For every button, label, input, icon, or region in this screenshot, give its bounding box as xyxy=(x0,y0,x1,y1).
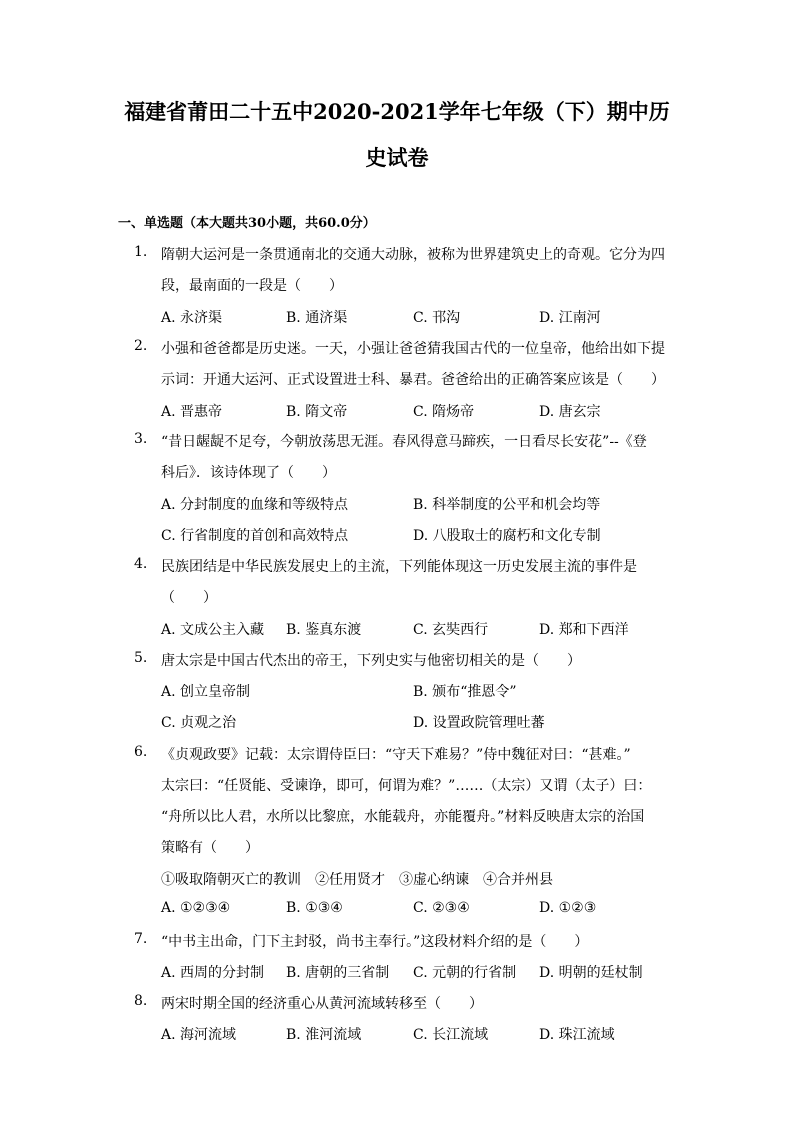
option-a[interactable]: A. ①②③④ xyxy=(161,900,231,916)
page-title-line-1: 福建省莆田二十五中2020-2021学年七年级（下）期中历 xyxy=(124,99,670,124)
option-d[interactable]: D. 唐玄宗 xyxy=(539,404,601,420)
question-text: 示词：开通大运河、正式设置进士科、暴君。爸爸给出的正确答案应该是（ ） xyxy=(161,372,665,388)
option-a[interactable]: A. 创立皇帝制 xyxy=(161,684,251,700)
option-b[interactable]: B. 通济渠 xyxy=(286,310,348,326)
option-c[interactable]: C. 行省制度的首创和高效特点 xyxy=(161,528,349,544)
section-heading: 一、单选题（本大题共30小题，共60.0分） xyxy=(118,216,376,231)
question-number: 1. xyxy=(134,244,148,260)
option-b[interactable]: B. 淮河流域 xyxy=(286,1027,362,1043)
option-d[interactable]: D. 江南河 xyxy=(539,310,601,326)
question-number: 8. xyxy=(134,993,148,1009)
question-text: “中书主出命，门下主封驳，尚书主奉行。”这段材料介绍的是（ ） xyxy=(161,934,589,950)
question-text: 小强和爸爸都是历史迷。一天，小强让爸爸猜我国古代的一位皇帝，他给出如下提 xyxy=(161,341,665,357)
option-b[interactable]: B. 唐朝的三省制 xyxy=(286,965,390,981)
option-a[interactable]: A. 海河流域 xyxy=(161,1027,237,1043)
question-number: 6. xyxy=(134,744,148,760)
option-b[interactable]: B. ①③④ xyxy=(286,900,343,916)
question-text: （ ） xyxy=(161,590,217,606)
question-text: “舟所以比人君，水所以比黎庶，水能载舟，亦能覆舟。”材料反映唐太宗的治国 xyxy=(161,809,645,825)
option-a[interactable]: A. 分封制度的血缘和等级特点 xyxy=(161,497,349,513)
option-d[interactable]: D. ①②③ xyxy=(539,900,597,916)
option-d[interactable]: D. 八股取士的腐朽和文化专制 xyxy=(413,528,601,544)
question-text: 段，最南面的一段是（ ） xyxy=(161,278,343,294)
option-b[interactable]: B. 科举制度的公平和机会均等 xyxy=(413,497,601,513)
question-number: 7. xyxy=(134,931,148,947)
option-c[interactable]: C. 隋炀帝 xyxy=(413,404,475,420)
page-title-line-2: 史试卷 xyxy=(365,145,429,170)
option-c[interactable]: C. 长江流域 xyxy=(413,1027,489,1043)
question-text: 唐太宗是中国古代杰出的帝王，下列史实与他密切相关的是（ ） xyxy=(161,653,581,669)
option-c[interactable]: C. 玄奘西行 xyxy=(413,622,489,638)
option-d[interactable]: D. 珠江流域 xyxy=(539,1027,615,1043)
option-b[interactable]: B. 鉴真东渡 xyxy=(286,622,362,638)
question-text: 策略有（ ） xyxy=(161,840,259,856)
option-d[interactable]: D. 设置政院管理吐蕃 xyxy=(413,715,545,731)
option-c[interactable]: C. 贞观之治 xyxy=(161,715,237,731)
option-d[interactable]: D. 郑和下西洋 xyxy=(539,622,629,638)
option-b[interactable]: B. 隋文帝 xyxy=(286,404,348,420)
option-b[interactable]: B. 颁布“推恩令” xyxy=(413,684,517,700)
question-text: 科后》．该诗体现了（ ） xyxy=(161,465,336,481)
question-number: 3. xyxy=(134,431,148,447)
option-d[interactable]: D. 明朝的廷杖制 xyxy=(539,965,643,981)
question-text: 太宗曰：“任贤能、受谏诤，即可，何谓为难？”……（太宗）又谓（太子）曰： xyxy=(161,778,652,794)
question-text: 隋朝大运河是一条贯通南北的交通大动脉，被称为世界建筑史上的奇观。它分为四 xyxy=(161,247,665,263)
option-a[interactable]: A. 文成公主入藏 xyxy=(161,622,265,638)
option-a[interactable]: A. 西周的分封制 xyxy=(161,965,265,981)
option-c[interactable]: C. 元朝的行省制 xyxy=(413,965,517,981)
question-number: 2. xyxy=(134,338,148,354)
question-text: 《贞观政要》记载：太宗谓侍臣曰：“守天下难易？”侍中魏征对曰：“甚难。” xyxy=(161,747,631,763)
option-a[interactable]: A. 晋惠帝 xyxy=(161,404,223,420)
question-text: “昔日龌龊不足夸，今朝放荡思无涯。春风得意马蹄疾，一日看尽长安花”--《登 xyxy=(161,434,647,450)
question-text: 两宋时期全国的经济重心从黄河流域转移至（ ） xyxy=(161,996,483,1012)
question-text: 民族团结是中华民族发展史上的主流，下列能体现这一历史发展主流的事件是 xyxy=(161,559,637,575)
question-text: ①吸取隋朝灭亡的教训 ②任用贤才 ③虚心纳谏 ④合并州县 xyxy=(161,872,553,888)
option-c[interactable]: C. 邗沟 xyxy=(413,310,461,326)
option-c[interactable]: C. ②③④ xyxy=(413,900,470,916)
question-number: 4. xyxy=(134,556,148,572)
option-a[interactable]: A. 永济渠 xyxy=(161,310,223,326)
question-number: 5. xyxy=(134,650,148,666)
